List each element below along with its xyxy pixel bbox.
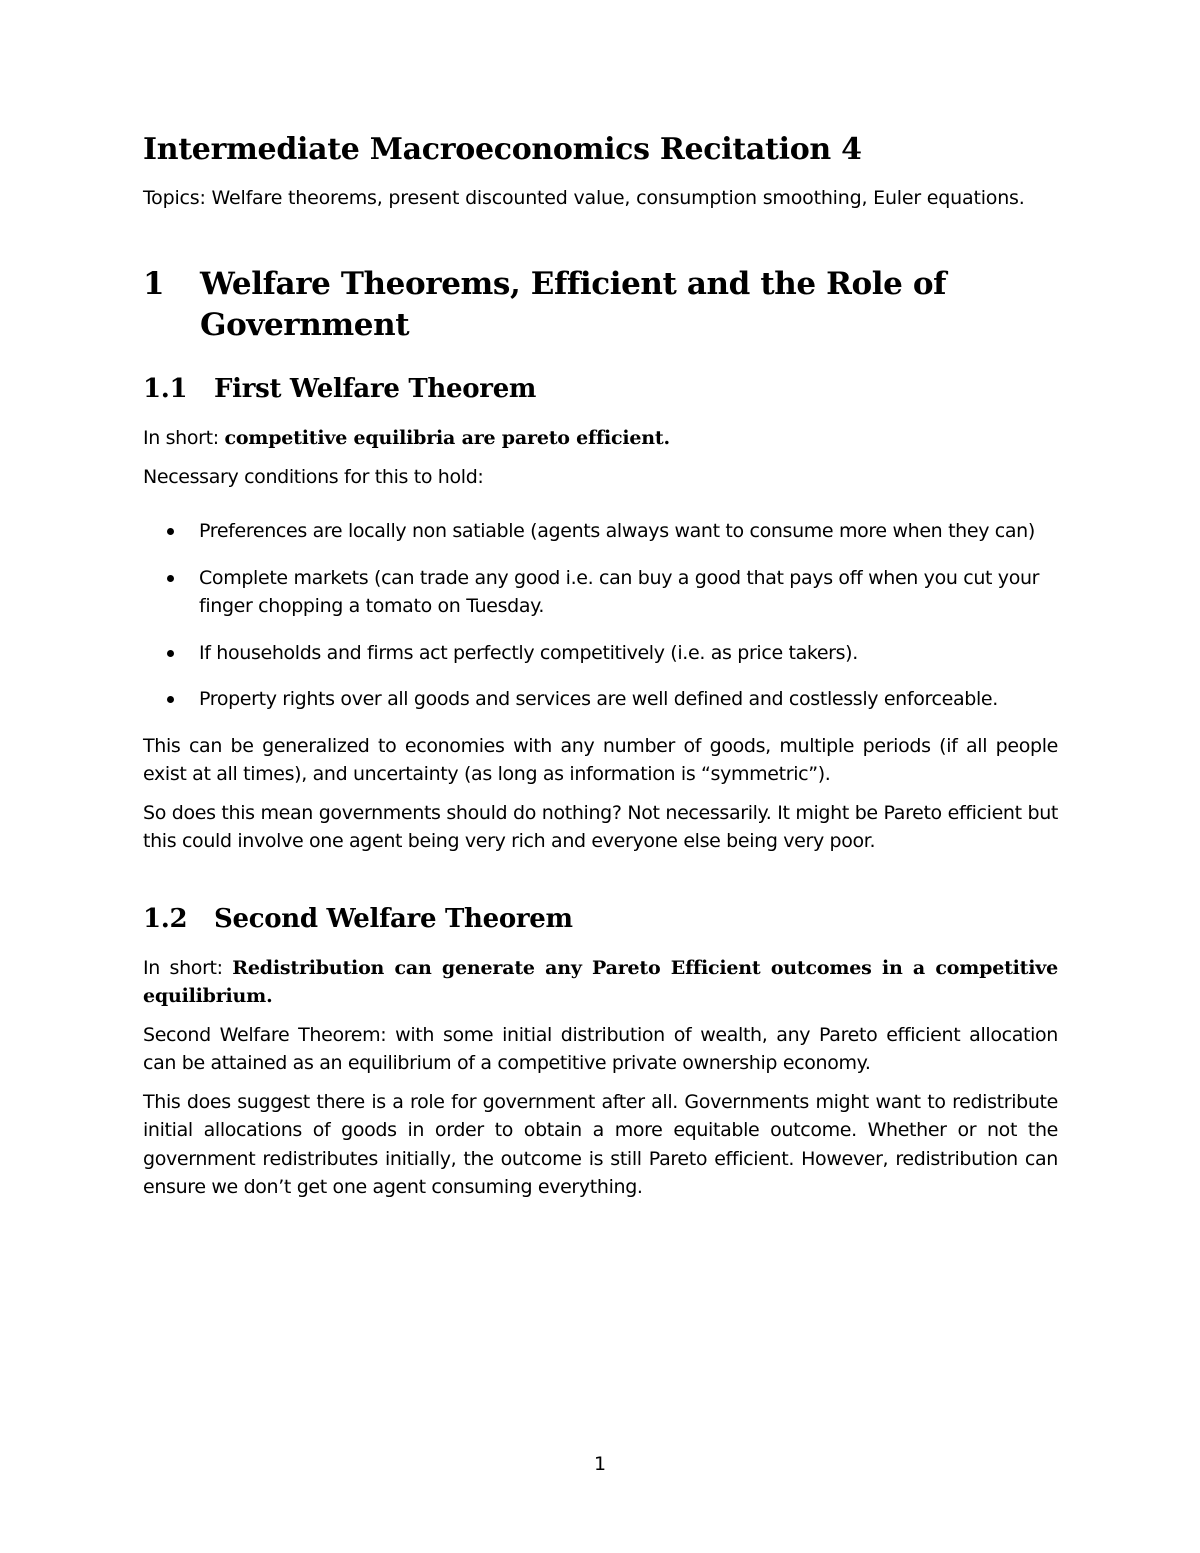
bullet-icon	[167, 696, 174, 703]
government-role-paragraph: This does suggest there is a role for government after all. Governments might want to redistribute initial allocations of goods in order to obtain a more equitable outcome. Whether or not the government redistributes initially, the outcome is still Pareto efficient. However, redistribution can ensure we don’t get one agent consuming everything.	[143, 1090, 1058, 1198]
bullet-icon	[167, 575, 174, 582]
list-item	[143, 564, 1058, 621]
subsection-number: 1.1	[143, 374, 188, 404]
list-item-text: If households and firms act perfectly competitively (i.e. as price takers).	[199, 641, 858, 664]
subsection-heading-1-1	[143, 372, 1058, 406]
document-title: Intermediate Macroeconomics Recitation 4	[143, 132, 862, 167]
bullet-icon	[167, 650, 174, 657]
list-item-text: Complete markets (can trade any good i.e. can buy a good that pays off when you cut your finger chopping a tomato on Tuesday.	[199, 566, 1040, 617]
list-item-text: Preferences are locally non satiable (agents always want to consume more when they can)	[199, 520, 1035, 542]
list-item-text: Property rights over all goods and services are well defined and costlessly enforceable.	[199, 688, 998, 710]
page-content	[143, 130, 1058, 1202]
section-number: 1	[143, 266, 165, 302]
subsection-number: 1.2	[143, 903, 188, 934]
list-item	[143, 685, 1058, 714]
second-theorem-paragraph: Second Welfare Theorem: with some initial distribution of wealth, any Pareto efficient allocation can be attained as an equilibrium of a competitive private ownership economy.	[143, 1023, 1058, 1074]
conditions-list	[143, 517, 1058, 714]
bullet-icon	[167, 528, 174, 535]
summary-bold-text: Redistribution can generate any Pareto Efficient outcomes in a competitive equilibrium.	[143, 956, 1059, 1007]
generalization-paragraph: This can be generalized to economies with any number of goods, multiple periods (if all people exist at all times), and uncertainty (as long as information is “symmetric”).	[143, 734, 1058, 785]
conditions-intro: Necessary conditions for this to hold:	[143, 465, 484, 488]
section-title: Welfare Theorems, Efficient and the Role of Government	[200, 266, 947, 343]
section-heading-1	[143, 264, 1058, 346]
summary-prefix: In short:	[143, 427, 225, 449]
subsection-heading-1-2	[143, 902, 1058, 936]
summary-bold-text: competitive equilibria are pareto efficient.	[224, 427, 670, 449]
topics-line: Topics: Welfare theorems, present discounted value, consumption smoothing, Euler equations.	[143, 187, 1025, 209]
subsection-title: Second Welfare Theorem	[214, 903, 573, 934]
list-item	[143, 517, 1058, 546]
subsection-title: First Welfare Theorem	[214, 374, 537, 404]
page-number: 1	[593, 1453, 607, 1475]
list-item	[143, 639, 1058, 668]
first-theorem-summary	[143, 424, 1058, 453]
second-theorem-summary	[143, 954, 1058, 1011]
government-paragraph: So does this mean governments should do nothing? Not necessarily. It might be Pareto efficient but this could involve one agent being very rich and everyone else being very poor.	[143, 801, 1058, 852]
summary-prefix: In short:	[143, 956, 233, 979]
